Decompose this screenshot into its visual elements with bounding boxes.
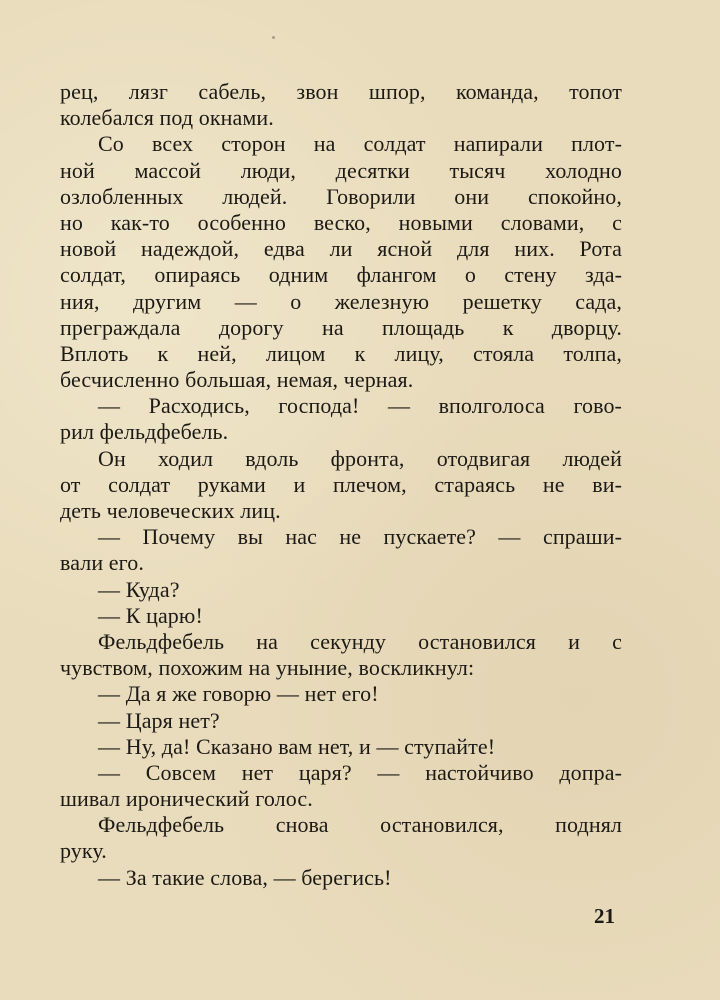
text-line: — Расходись, господа! — вполголоса гово- — [98, 393, 622, 419]
body-text — [60, 79, 622, 891]
text-line: рил фельдфебель. — [60, 419, 229, 445]
text-line: руку. — [60, 838, 107, 864]
text-line: но как-то особенно веско, новыми словами, с — [60, 209, 622, 235]
text-line: шивал иронический голос. — [60, 786, 313, 812]
text-line: ной массой люди, десятки тысяч холодно — [60, 157, 622, 183]
text-line: Со всех сторон на солдат напирали плот- — [98, 131, 622, 157]
text-line: деть человеческих лиц. — [60, 498, 281, 523]
paper-speck — [272, 36, 275, 39]
text-line: — Почему вы нас не пускаете? — спраши- — [98, 524, 622, 550]
text-line: — К царю! — [98, 602, 203, 628]
text-line: колебался под окнами. — [60, 105, 274, 131]
text-line: — Совсем нет царя? — настойчиво допра- — [98, 759, 622, 785]
text-line: Фельдфебель на секунду остановился и с — [98, 628, 622, 654]
text-line: Вплоть к ней, лицом к лицу, стояла толпа, — [60, 340, 622, 366]
text-line: озлобленных людей. Говорили они спокойно, — [60, 183, 622, 209]
text-line: новой надеждой, едва ли ясной для них. Рота — [60, 236, 622, 262]
text-line: вали его. — [60, 550, 144, 576]
text-line: рец, лязг сабель, звон шпор, команда, топот — [60, 79, 622, 104]
text-line: преграждала дорогу на площадь к дворцу. — [60, 314, 622, 340]
text-line: — Ну, да! Сказано вам нет, и — ступайте! — [98, 733, 496, 759]
text-line: ния, другим — о железную решетку сада, — [60, 288, 622, 314]
text-line: — За такие слова, — берегись! — [98, 864, 392, 890]
text-line: Он ходил вдоль фронта, отодвигая людей — [98, 445, 622, 471]
text-line: бесчисленно большая, немая, черная. — [60, 367, 414, 393]
text-line: солдат, опираясь одним флангом о стену зда- — [60, 262, 622, 288]
text-line: — Царя нет? — [98, 707, 220, 733]
text-line: — Да я же говорю — нет его! — [98, 681, 379, 707]
page-number: 21 — [594, 904, 615, 928]
text-line: Фельдфебель снова остановился, поднял — [98, 812, 622, 838]
text-line: чувством, похожим на уныние, воскликнул: — [60, 655, 475, 681]
text-line: — Куда? — [98, 576, 180, 602]
text-line: от солдат руками и плечом, стараясь не ви- — [60, 471, 622, 497]
